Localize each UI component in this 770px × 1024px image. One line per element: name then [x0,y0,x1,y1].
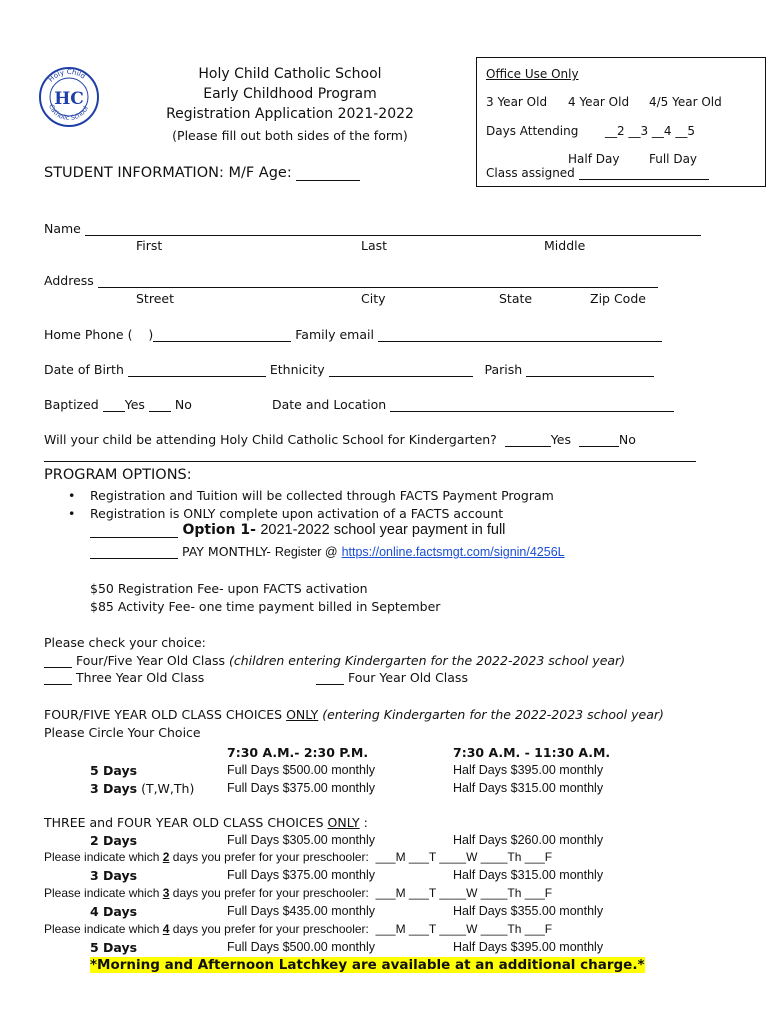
section-divider [44,461,696,462]
fee-activity: $85 Activity Fee- one time payment billed in September [90,599,441,614]
ff-row-half-3[interactable]: Half Days $315.00 monthly [453,781,604,795]
office-half-day[interactable]: Half Day [568,152,620,166]
ff-heading: FOUR/FIVE YEAR OLD CLASS CHOICES ONLY (entering Kindergarten for the 2022-2023 school year) [44,707,664,722]
name-sub-first: First [136,238,163,253]
ff-circle: Please Circle Your Choice [44,725,201,740]
latchkey-note: *Morning and Afternoon Latchkey are available at an additional charge.* [90,957,645,973]
office-class-line[interactable] [579,167,709,180]
tf-row-days-3: 3 Days [90,868,138,883]
tf-row-full-2[interactable]: Full Days $305.00 monthly [227,833,375,847]
ff-row-full-3[interactable]: Full Days $375.00 monthly [227,781,375,795]
pay-monthly-field[interactable] [90,546,178,559]
fee-registration: $50 Registration Fee- upon FACTS activation [90,581,368,596]
program-name: Early Childhood Program [203,86,377,102]
name-sub-last: Last [361,238,388,253]
office-title: Office Use Only [486,67,579,81]
dob-field[interactable] [128,364,266,377]
program-bullet-1: • Registration and Tuition will be collected through FACTS Payment Program [90,488,554,503]
tf-row-full-3[interactable]: Full Days $375.00 monthly [227,868,375,882]
tf-heading: THREE and FOUR YEAR OLD CLASS CHOICES ONLY : [44,815,368,830]
option1-field[interactable] [90,525,178,538]
ff-row-days-3: 3 Days (T,W,Th) [90,781,195,796]
office-class-assigned: Class assigned [486,166,709,180]
three-field[interactable] [44,672,72,685]
tf-row-half-4[interactable]: Half Days $355.00 monthly [453,904,604,918]
tf-row-days-5: 5 Days [90,940,138,955]
age-field[interactable] [296,168,360,181]
kindergarten-row: Will your child be attending Holy Child Catholic School for Kindergarten? Yes No [44,432,636,447]
dob-row: Date of Birth Ethnicity Parish [44,362,654,377]
form-note: (Please fill out both sides of the form) [172,128,408,143]
address-field[interactable] [98,275,658,288]
svg-text:HC: HC [54,89,84,109]
weekdays-field-2[interactable]: ___M ___T ____W ____Th ___F [375,850,553,864]
ff-col-full: 7:30 A.M.- 2:30 P.M. [227,745,369,760]
tf-row-full-5[interactable]: Full Days $500.00 monthly [227,940,375,954]
parish-field[interactable] [526,364,654,377]
ethnicity-field[interactable] [329,364,473,377]
office-age-4: 4 Year Old [568,95,630,109]
program-heading: PROGRAM OPTIONS: [44,467,192,483]
school-name: Holy Child Catholic School [198,66,382,82]
ff-row-full-5[interactable]: Full Days $500.00 monthly [227,763,375,777]
school-logo [38,66,100,128]
name-row: Name [44,221,701,236]
k-yes-field[interactable] [505,434,551,447]
date-location-row: Date and Location [272,397,674,412]
date-location-field[interactable] [390,399,674,412]
office-age-3: 3 Year Old [486,95,548,109]
svg-text:Catholic School: Catholic School [47,103,90,123]
office-days-options[interactable]: __2 __3 __4 __5 [605,124,695,138]
name-field[interactable] [85,223,701,236]
four-five-field[interactable] [44,655,72,668]
tf-prefer-2: Please indicate which 2 days you prefer for your preschooler: ___M ___T ____W ____Th ___F [44,850,553,864]
program-bullet-2: • Registration is ONLY complete upon activation of a FACTS account [90,506,503,521]
pay-monthly-row: PAY MONTHLY- Register @ https://online.factsmgt.com/signin/4256L [90,544,565,559]
weekdays-field-3[interactable]: ___M ___T ____W ____Th ___F [375,886,553,900]
baptized-yes-field[interactable] [103,399,125,412]
tf-row-half-5[interactable]: Half Days $395.00 monthly [453,940,604,954]
k-no-field[interactable] [579,434,619,447]
weekdays-field-4[interactable]: ___M ___T ____W ____Th ___F [375,922,553,936]
name-sub-middle: Middle [544,238,586,253]
office-days-label: Days Attending [486,124,579,138]
home-phone-field[interactable] [153,329,291,342]
check-choice-label: Please check your choice: [44,635,206,650]
address-sub-street: Street [136,291,174,306]
four-field[interactable] [316,672,344,685]
tf-row-days-2: 2 Days [90,833,138,848]
tf-row-half-3[interactable]: Half Days $315.00 monthly [453,868,604,882]
address-sub-zip: Zip Code [590,291,646,306]
three-choice: Three Year Old Class [44,670,204,685]
ff-col-half: 7:30 A.M. - 11:30 A.M. [453,745,611,760]
address-row: Address [44,273,658,288]
svg-text:Holy Child: Holy Child [47,67,87,84]
ff-row-days-5: 5 Days [90,763,138,778]
four-choice: Four Year Old Class [316,670,468,685]
baptized-no-field[interactable] [149,399,171,412]
baptized-row: Baptized Yes No [44,397,192,412]
phone-row: Home Phone ( ) Family email [44,327,662,342]
tf-row-half-2[interactable]: Half Days $260.00 monthly [453,833,604,847]
address-sub-state: State [499,291,533,306]
tf-row-full-4[interactable]: Full Days $435.00 monthly [227,904,375,918]
option1-row: Option 1- 2021-2022 school year payment in full [90,522,505,538]
tf-row-days-4: 4 Days [90,904,138,919]
family-email-field[interactable] [378,329,662,342]
office-age-45: 4/5 Year Old [649,95,722,109]
student-heading: STUDENT INFORMATION: M/F Age: [44,165,360,181]
office-use-box [476,57,766,187]
office-full-day[interactable]: Full Day [649,152,698,166]
four-five-choice: Four/Five Year Old Class (children entering Kindergarten for the 2022-2023 school year) [44,653,625,668]
form-title: Registration Application 2021-2022 [166,106,414,122]
tf-prefer-3: Please indicate which 3 days you prefer for your preschooler: ___M ___T ____W ____Th ___F [44,886,553,900]
ff-row-half-5[interactable]: Half Days $395.00 monthly [453,763,604,777]
tf-prefer-4: Please indicate which 4 days you prefer for your preschooler: ___M ___T ____W ____Th ___F [44,922,553,936]
facts-link[interactable]: https://online.factsmgt.com/signin/4256L [341,545,565,559]
address-sub-city: City [361,291,386,306]
